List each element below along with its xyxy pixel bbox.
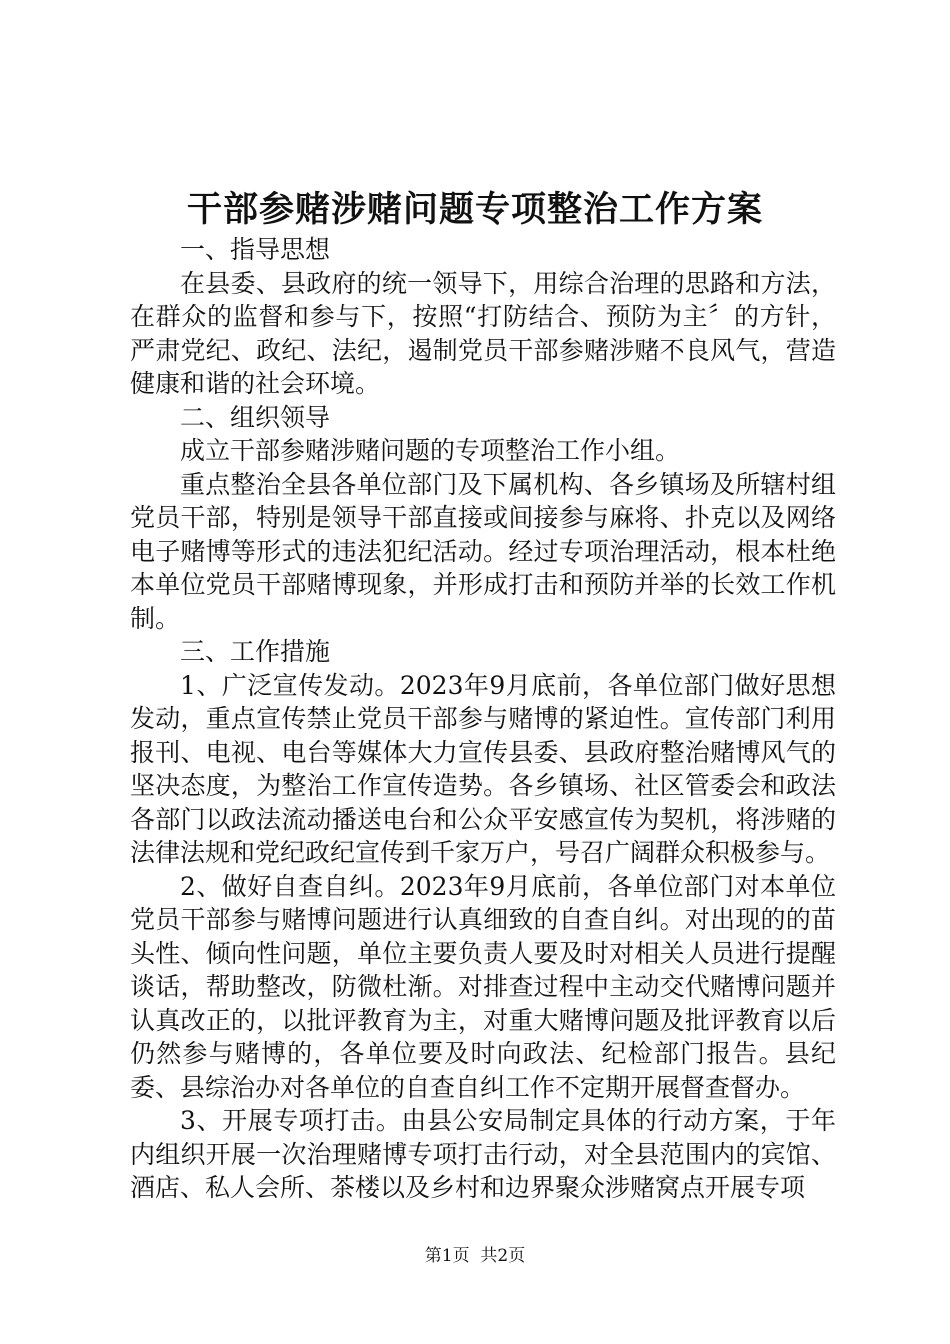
page-number: 第1页 (424, 1246, 470, 1266)
section-heading-organization: 二、组织领导 (180, 402, 331, 432)
paragraph: 成立干部参赌涉赌问题的专项整治工作小组。 (180, 436, 681, 465)
paragraph: 1、广泛宣传发动。2023年9月底前，各单位部门做好思想发动，重点宣传禁止党员干部参与赌博的紧迫性。宣传部门利用报刊、电视、电台等媒体大力宣传县委、县政府整治赌博风气的坚决态度，为整治工作宣传造势。各乡镇场、社区管委会和政法各部门以政法流动播送电台和公众平安感宣传为契机，将涉赌的法律法规和党纪政纪宣传到千家万户，号召广阔群众积极参与。 (130, 670, 836, 867)
section-heading-guiding-ideology: 一、指导思想 (180, 235, 331, 264)
document-title: 干部参赌涉赌问题专项整治工作方案 (186, 189, 763, 230)
section-heading-measures: 三、工作措施 (180, 637, 331, 666)
paragraph: 2、做好自查自纠。2023年9月底前，各单位部门对本单位党员干部参与赌博问题进行认真细致的自查自纠。对出现的的苗头性、倾向性问题，单位主要负责人要及时对相关人员进行提醒谈话，帮助整改，防微杜渐。对排查过程中主动交代赌博问题并认真改正的，以批评教育为主，对重大赌博问题及批评教育以后仍然参与赌博的，各单位要及时向政法、纪检部门报告。县纪委、县综治办对各单位的自查自纠工作不定期开展督查督办。 (130, 871, 836, 1102)
paragraph: 重点整治全县各单位部门及下属机构、各乡镇场及所辖村组党员干部，特别是领导干部直接或间接参与麻将、扑克以及网络电子赌博等形式的违法犯纪活动。经过专项治理活动，根本杜绝本单位党员干部赌博现象，并形成打击和预防并举的长效工作机制。 (130, 469, 836, 633)
document-body (130, 233, 836, 1205)
paragraph: 3、开展专项打击。由县公安局制定具体的行动方案，于年内组织开展一次治理赌博专项打击行动，对全县范围内的宾馆、酒店、私人会所、茶楼以及乡村和边界聚众涉赌窝点开展专项 (130, 1106, 836, 1202)
page-total: 共2页 (480, 1246, 526, 1266)
page-footer (0, 1244, 950, 1268)
paragraph: 在县委、县政府的统一领导下，用综合治理的思路和方法，在群众的监督和参与下，按照“打防结合、预防为主〞的方针，严肃党纪、政纪、法纪，遏制党员干部参赌涉赌不良风气，营造健康和谐的社会环境。 (130, 268, 836, 398)
